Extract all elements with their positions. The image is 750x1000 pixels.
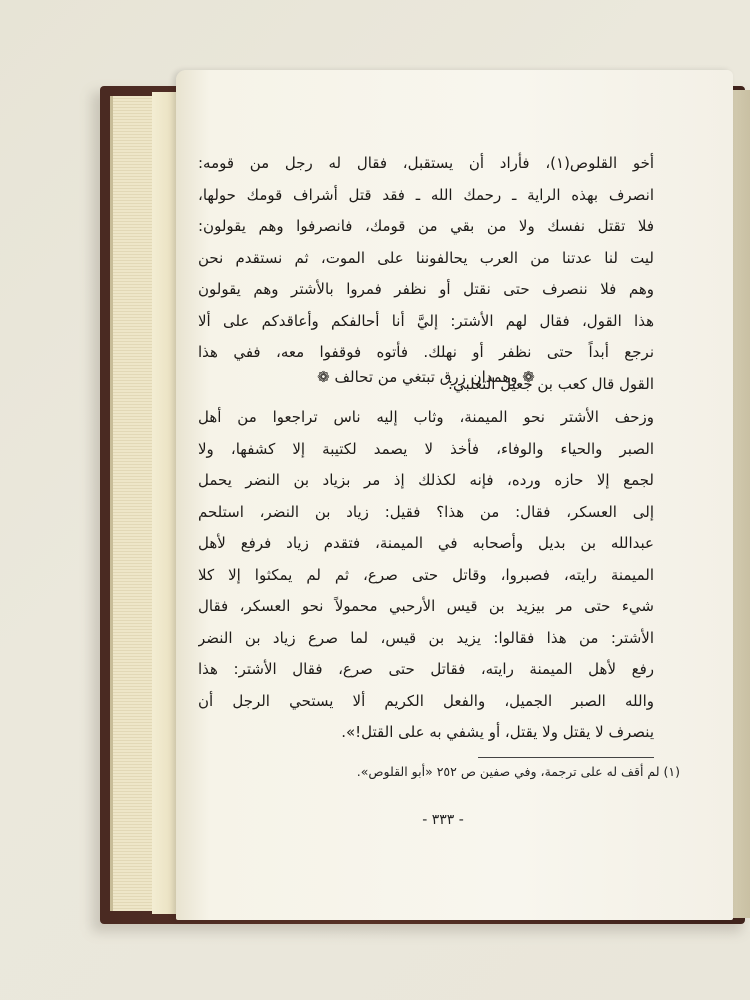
text-line: هذا القول، فقال لهم الأشتر: إليَّ أنا أحالفكم وأعاقدكم على ألا: [198, 311, 654, 330]
text-line: وزحف الأشتر نحو الميمنة، وثاب إليه ناس تراجعوا من أهل: [198, 408, 654, 426]
text-line: القول قال كعب بن جعيل التغلبي:: [447, 374, 654, 393]
text-line: الأشتر: من هذا فقالوا: يزيد بن قيس، لما صرع زياد بن النضر: [198, 628, 654, 647]
text-line: والله الصبر الجميل، والفعل الكريم ألا يستحي الرجل أن: [198, 691, 654, 710]
text-line: الصبر والحياء والوفاء، فأخذ لا يصمد لكتيبة إلا كشفها، ولا: [198, 439, 654, 458]
text-line: الميمنة رايته، فصبروا، وقاتل حتى صرع، ثم لم يمكثوا إلا كلا: [198, 565, 654, 584]
verse-line: ❁ وهمدان زرق تبتغي من تحالف ❁: [317, 368, 535, 386]
text-line: أخو القلوص(١)، فأراد أن يستقبل، فقال له رجل من قومه:: [198, 154, 654, 172]
text-line: رفع لأهل الميمنة رايته، فقاتل حتى صرع، فقال الأشتر: هذا: [198, 660, 654, 678]
page-number: - ٣٣٣ -: [422, 812, 464, 828]
footnote: (١) لم أقف له على ترجمة، وفي صفين ص ٢٥٢ «أبو القلوص».: [356, 764, 680, 779]
paragraph-1: [198, 148, 654, 400]
text-line: انصرف بهذه الراية ـ رحمك الله ـ فقد قتل أشراف قومك حولها،: [198, 185, 654, 204]
text-line: لجمع إلا حازه ورده، فإنه لكذلك إذ مر بزياد بن النضر يحمل: [198, 471, 654, 489]
text-line: ينصرف لا يقتل ولا يقتل، أو يشفي به على القتل!».: [341, 723, 654, 741]
text-line: ليت لنا عدتنا من العرب يحالفوننا على الموت، ثم نستقدم نحن: [198, 248, 654, 267]
text-line: شيء حتى مر بيزيد بن قيس الأرحبي محمولاً نحو العسكر، فقال: [198, 597, 654, 615]
footnote-divider: [478, 757, 654, 758]
text-line: نرجع أبداً حتى نظفر أو نهلك. فأتوه فوقفوا معه، ففي هذا: [198, 343, 654, 361]
text-line: عبدالله بن بديل وأصحابه في الميمنة، فتقدم زياد فرفع لأهل: [198, 534, 654, 552]
text-line: فلا تقتل نفسك ولا من بقي من قومك، فانصرفوا وهم يقولون:: [198, 217, 654, 235]
paragraph-2: [198, 402, 654, 749]
text-line: إلى العسكر، فقال: من هذا؟ فقيل: زياد بن النضر، استلحم: [198, 502, 654, 521]
text-line: وهم فلا ننصرف حتى نقتل أو نظفر فمروا بالأشتر وهم يقولون: [198, 280, 654, 298]
